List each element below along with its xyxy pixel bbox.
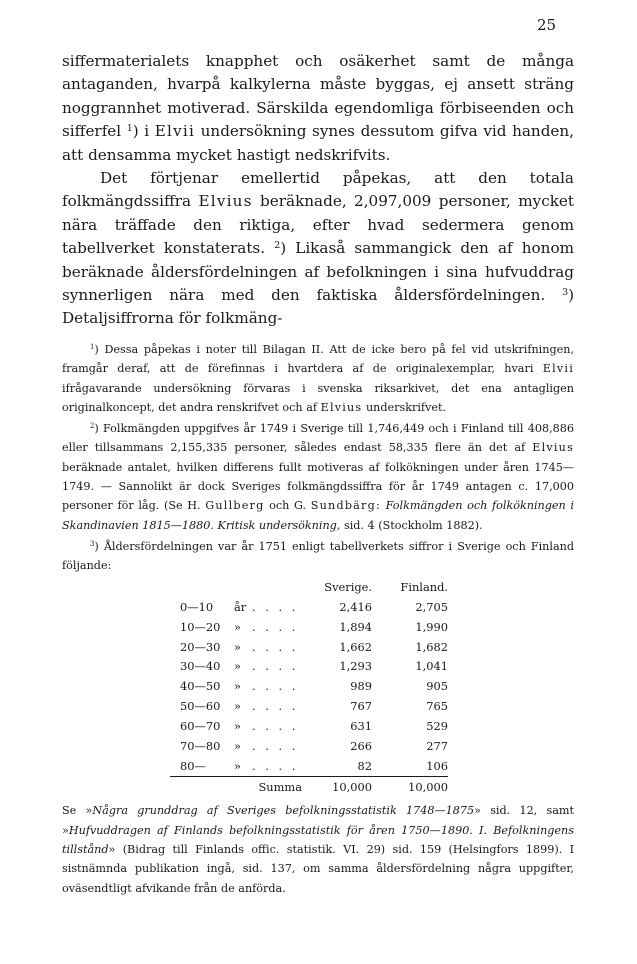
table-row bbox=[170, 757, 448, 777]
finland-value: 2,705 bbox=[415, 599, 448, 614]
paragraph-1: siffermaterialets knapphet och osäkerhet samt de många antaganden, hvarpå kalkylerna måste byggas, ej ansett sträng noggrannhet motiverad. Särskilda egendomliga förbiseenden och sifferfel $^1$) i Elvii undersökning synes dessutom gifva vid handen, att densamma mycket hastigt nedskrifvits. bbox=[62, 52, 575, 164]
paragraph-2: Det förtjenar emellertid påpekas, att den totala folkmängdssiffra Elvius beräknade, 2,097,009 personer, mycket nära träffade den riktiga, efter hvad sedermera genom tabellverket konstaterats. $^2$) Likaså sammangick den af honom beräknade åldersfördelningen af befolkningen i sina hufvuddrag synnerligen nära med den faktiska åldersfördelningen. $^3$) Detaljsiffrorna för folkmäng- bbox=[62, 169, 575, 328]
sverige-value: 1,894 bbox=[339, 619, 372, 634]
finland-value: 1,990 bbox=[415, 619, 448, 634]
unit-cell: år bbox=[234, 599, 247, 614]
sum-label: Summa bbox=[252, 777, 306, 797]
unit-cell: » bbox=[234, 679, 241, 694]
sverige-value: 1,662 bbox=[339, 639, 372, 654]
age-cell: 50—60 bbox=[180, 699, 221, 714]
table-row bbox=[170, 677, 448, 697]
unit-cell: » bbox=[234, 738, 241, 753]
footnote-ref-1[interactable]: 1 bbox=[126, 123, 133, 135]
leader-dots: . . . . bbox=[252, 738, 299, 753]
footnote-ref-3[interactable]: 3 bbox=[562, 286, 569, 298]
table-sum-row bbox=[170, 777, 448, 797]
unit-cell: » bbox=[234, 659, 241, 674]
leader-dots: . . . . bbox=[252, 659, 299, 674]
age-cell: 20—30 bbox=[180, 639, 221, 654]
age-distribution-table bbox=[170, 578, 448, 798]
finland-value: 106 bbox=[426, 758, 448, 773]
finland-value: 529 bbox=[426, 719, 448, 734]
leader-dots: . . . . bbox=[252, 758, 299, 773]
footnotes bbox=[62, 340, 574, 898]
leader-dots: . . . . bbox=[252, 679, 299, 694]
table-row bbox=[170, 657, 448, 677]
sverige-value: 631 bbox=[350, 719, 372, 734]
age-cell: 30—40 bbox=[180, 659, 221, 674]
finland-value: 765 bbox=[426, 699, 448, 714]
table-row bbox=[170, 717, 448, 737]
author-name: Elvius bbox=[198, 192, 253, 211]
author-name: Elvii bbox=[154, 122, 196, 141]
footnote-3-continued: Se »Några grunddrag af Sveriges befolkningsstatistik 1748—1875» sid. 12, samt »Hufvuddragen af Finlands befolkningsstatistik för åren 1750—1890. I. Befolkningens tillstånd» (Bidrag till Finlands offic. statistik. VI. 29) sid. 159 (Helsingfors 1899). I sistnämnda publikation ingå, sid. 137, om samma åldersfördelning några uppgifter, oväsendtligt afvikande från de anförda. bbox=[62, 804, 575, 895]
body-text bbox=[62, 50, 574, 331]
sum-sverige: 10,000 bbox=[306, 777, 372, 797]
leader-dots: . . . . bbox=[252, 599, 299, 614]
age-cell: 10—20 bbox=[180, 619, 221, 634]
leader-dots: . . . . bbox=[252, 639, 299, 654]
unit-cell: » bbox=[234, 699, 241, 714]
age-cell: 0—10 bbox=[180, 599, 214, 614]
footnote-2: $^2$) Folkmängden uppgifves år 1749 i Sverige till 1,746,449 och i Finland till 408,886 eller tillsammans 2,155,335 personer, således endast 58,335 flere än det af Elvius beräknade antalet, hvilken differens fullt motiveras af folkökningen under åren 1745—1749. — Sannolikt är dock Sveriges folkmängdssiffra för år 1749 antagen c. 17,000 personer för låg. (Se H. Gullberg och G. Sundbärg: Folkmängden och folkökningen i Skandinavien 1815—1880. Kritisk undersökning, sid. 4 (Stockholm 1882). bbox=[62, 422, 575, 532]
finland-value: 1,682 bbox=[415, 639, 448, 654]
finland-value: 1,041 bbox=[415, 659, 448, 674]
leader-dots: . . . . bbox=[252, 699, 299, 714]
table-row bbox=[170, 597, 448, 617]
leader-dots: . . . . bbox=[252, 719, 299, 734]
footnote-3: $^3$) Åldersfördelningen var år 1751 enligt tabellverkets siffror i Sverige och Finland följande: bbox=[62, 539, 574, 573]
unit-cell: » bbox=[234, 719, 241, 734]
age-cell: 40—50 bbox=[180, 679, 221, 694]
sverige-value: 767 bbox=[350, 699, 372, 714]
footnote-ref-2[interactable]: 2 bbox=[274, 240, 281, 252]
table-header-row bbox=[170, 578, 448, 598]
age-cell: 70—80 bbox=[180, 738, 221, 753]
age-cell: 80— bbox=[180, 758, 206, 773]
unit-cell: » bbox=[234, 639, 241, 654]
sverige-value: 1,293 bbox=[339, 659, 372, 674]
sverige-value: 266 bbox=[350, 738, 372, 753]
unit-cell: » bbox=[234, 619, 241, 634]
table-row bbox=[170, 637, 448, 657]
table-row bbox=[170, 737, 448, 757]
sverige-value: 989 bbox=[350, 679, 372, 694]
footnote-1: $^1$) Dessa påpekas i noter till Bilagan II. Att de icke bero på fel vid utskrifningen, framgår deraf, att de förefinnas i hvartdera af de originalexemplar, hvari Elvii ifrågavarande undersökning förvaras i svenska riksarkivet, det ena antagligen originalkoncept, det andra renskrifvet och af Elvius underskrifvet. bbox=[62, 343, 574, 414]
age-cell: 60—70 bbox=[180, 719, 221, 734]
sverige-value: 2,416 bbox=[339, 599, 372, 614]
table-row bbox=[170, 617, 448, 637]
sverige-value: 82 bbox=[357, 758, 372, 773]
sum-finland: 10,000 bbox=[372, 777, 448, 797]
finland-value: 277 bbox=[426, 738, 448, 753]
page-number: 25 bbox=[537, 16, 557, 34]
leader-dots: . . . . bbox=[252, 619, 299, 634]
column-header-sverige: Sverige. bbox=[324, 579, 372, 594]
unit-cell: » bbox=[234, 758, 241, 773]
finland-value: 905 bbox=[426, 679, 448, 694]
column-header-finland: Finland. bbox=[400, 579, 448, 594]
table-row bbox=[170, 697, 448, 717]
